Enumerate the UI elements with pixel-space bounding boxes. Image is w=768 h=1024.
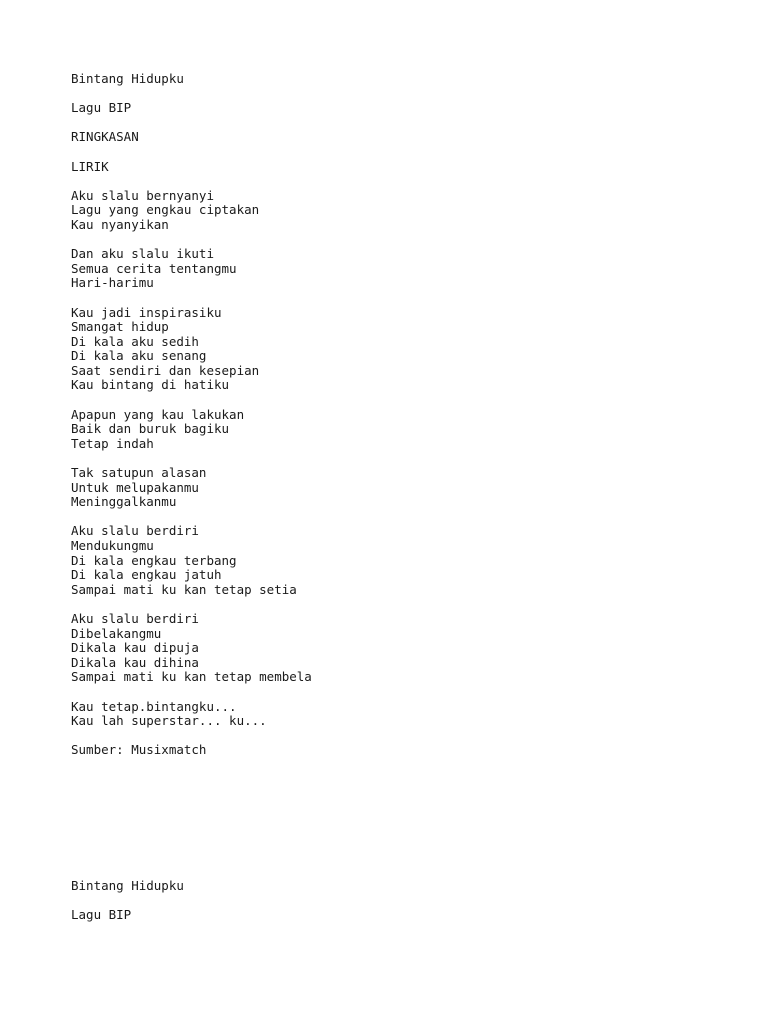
document-page-2 xyxy=(71,879,711,923)
stanza xyxy=(71,612,711,685)
lyric-line: Saat sendiri dan kesepian xyxy=(71,362,260,378)
lyric-line: Di kala aku sedih xyxy=(71,333,199,349)
stanza xyxy=(71,408,711,452)
lyric-line: Kau nyanyikan xyxy=(71,216,169,232)
lyric-line: Apapun yang kau lakukan xyxy=(71,406,245,422)
source-credit: Sumber: Musixmatch xyxy=(71,742,207,758)
stanza xyxy=(71,466,711,510)
stanza xyxy=(71,247,711,291)
lyric-line: Di kala engkau jatuh xyxy=(71,567,222,583)
song-title: Bintang Hidupku xyxy=(71,878,184,893)
lyric-line: Tak satupun alasan xyxy=(71,465,207,481)
lyric-line: Smangat hidup xyxy=(71,319,169,335)
lyric-line: Meninggalkanmu xyxy=(71,494,177,510)
lyric-line: Tetap indah xyxy=(71,435,154,451)
lyric-line: Aku slalu bernyanyi xyxy=(71,187,214,203)
lyric-line: Aku slalu berdiri xyxy=(71,610,199,626)
stanza xyxy=(71,700,711,729)
lyric-line: Mendukungmu xyxy=(71,538,154,553)
lyric-line: Baik dan buruk bagiku xyxy=(71,421,230,437)
lyric-line: Kau tetap.bintangku... xyxy=(71,698,237,714)
song-subtitle: Lagu BIP xyxy=(71,100,132,116)
lyric-line: Untuk melupakanmu xyxy=(71,479,199,495)
lyric-line: Kau bintang di hatiku xyxy=(71,377,230,393)
stanza xyxy=(71,189,711,233)
lyric-line: Hari-harimu xyxy=(71,275,154,291)
lyric-line: Di kala aku senang xyxy=(71,348,207,364)
song-subtitle: Lagu BIP xyxy=(71,907,132,923)
section-lyrics-heading: LIRIK xyxy=(71,158,109,174)
section-summary-heading: RINGKASAN xyxy=(71,129,139,145)
song-title: Bintang Hidupku xyxy=(71,71,184,86)
lyric-line: Sampai mati ku kan tetap membela xyxy=(71,669,312,685)
lyric-line: Lagu yang engkau ciptakan xyxy=(71,202,260,218)
lyric-line: Dibelakangmu xyxy=(71,625,162,641)
lyric-line: Kau lah superstar... ku... xyxy=(71,713,267,729)
lyric-line: Kau jadi inspirasiku xyxy=(71,304,222,320)
stanza xyxy=(71,524,711,597)
lyric-line: Dikala kau dipuja xyxy=(71,640,199,656)
lyric-line: Aku slalu berdiri xyxy=(71,523,199,539)
lyric-line: Di kala engkau terbang xyxy=(71,552,237,568)
lyric-line: Dan aku slalu ikuti xyxy=(71,246,214,262)
lyric-line: Semua cerita tentangmu xyxy=(71,260,237,276)
lyrics-body xyxy=(71,189,711,744)
stanza xyxy=(71,306,711,394)
lyric-line: Sampai mati ku kan tetap setia xyxy=(71,581,297,597)
document-page-1 xyxy=(71,72,711,758)
lyric-line: Dikala kau dihina xyxy=(71,654,199,670)
